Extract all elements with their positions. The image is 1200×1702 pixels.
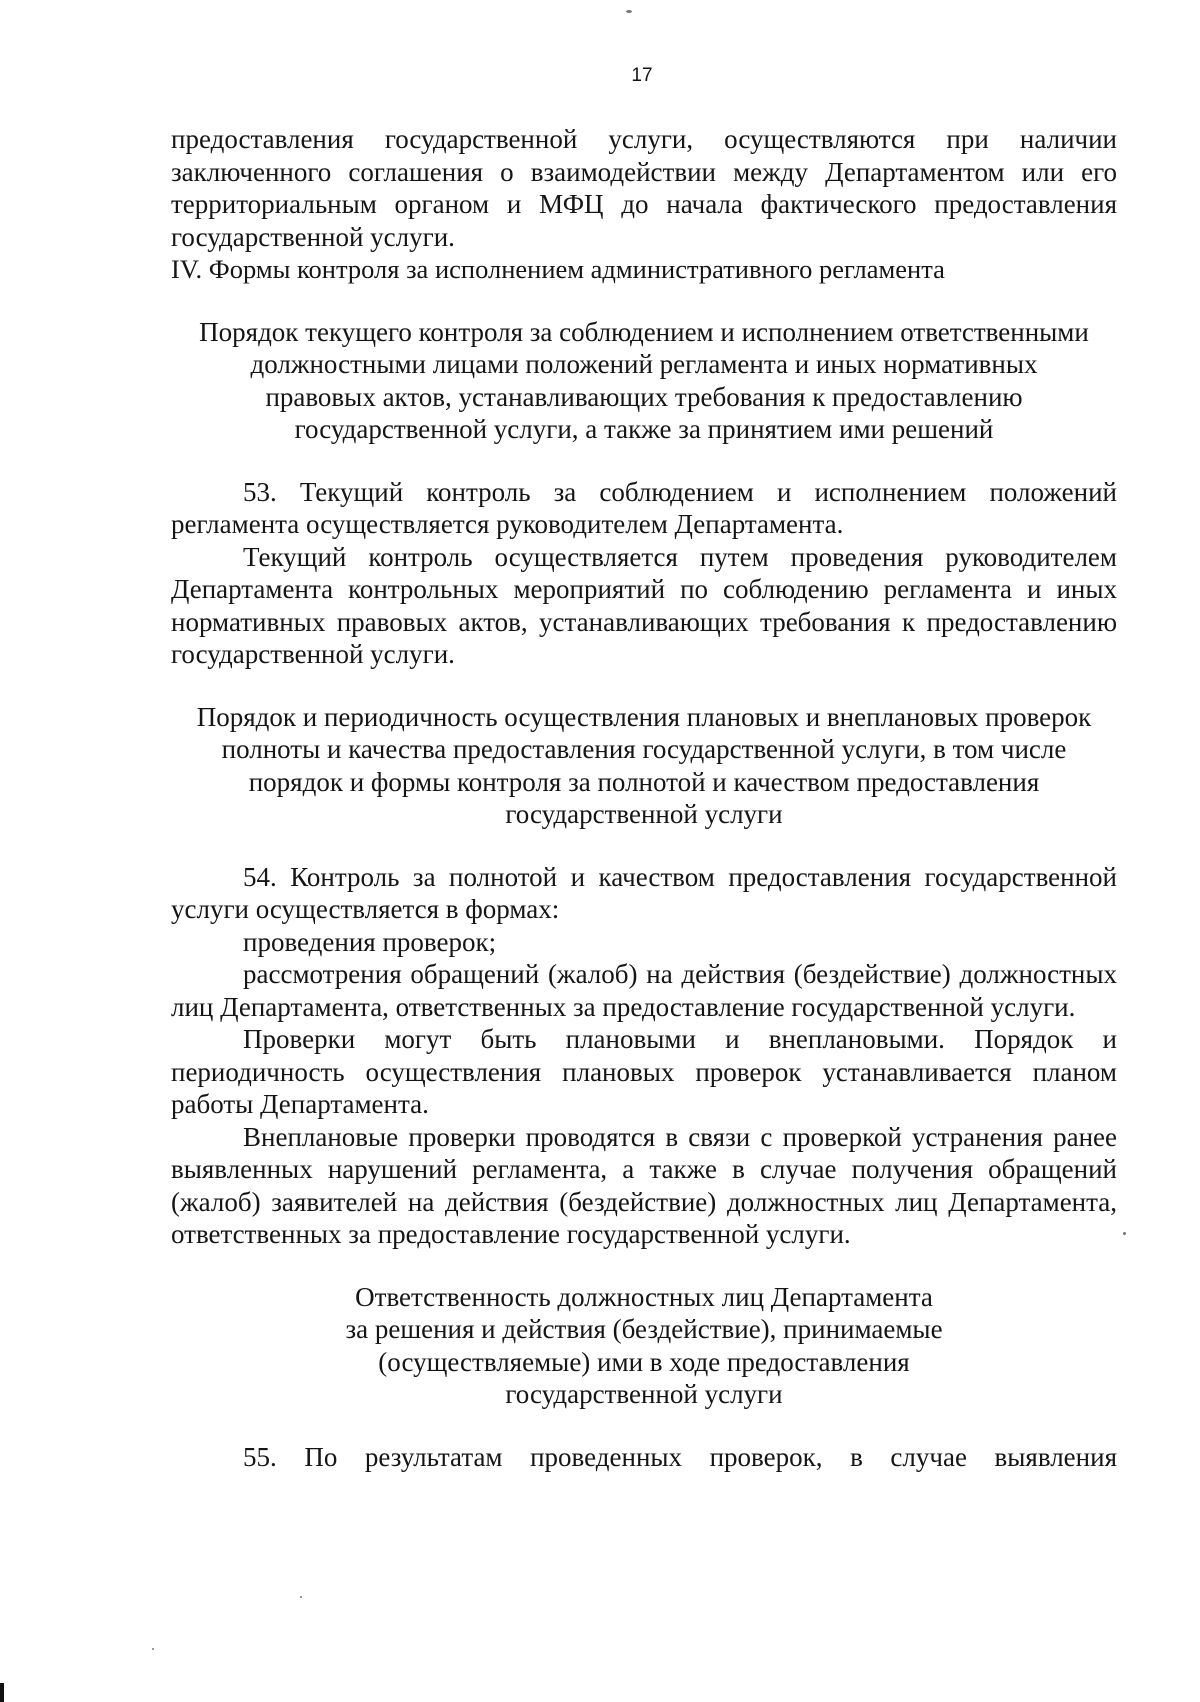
scan-speck bbox=[1123, 1232, 1126, 1235]
heading-line: государственной услуги bbox=[505, 799, 783, 829]
scan-speck bbox=[626, 10, 632, 13]
heading-line: полноты и качества предоставления государственной услуги, в том числе bbox=[221, 734, 1067, 764]
heading-line: правовых актов, устанавливающих требования к предоставлению bbox=[265, 381, 1023, 412]
paragraph-53-continued: Текущий контроль осуществляется путем проведения руководителем Департамента контрольных мероприятий по соблюдению регламента и иных нормативных правовых актов, устанавливающих требования к предоставлению государственной услуги. bbox=[171, 541, 1117, 669]
heading-line: должностными лицами положений регламента и иных нормативных bbox=[250, 349, 1038, 379]
paragraph-54: 54. Контроль за полнотой и качеством предоставления государственной услуги осуществляется в формах: bbox=[171, 861, 1117, 924]
paragraph-54-planned: Проверки могут быть плановыми и внеплановыми. Порядок и периодичность осуществления плановых проверок устанавливается планом работы Департамента. bbox=[171, 1024, 1117, 1119]
section-title: IV. Формы контроля за исполнением административного регламента bbox=[171, 254, 945, 284]
intro-line: заключенного соглашения о взаимодействии между Департаментом или его bbox=[171, 156, 1117, 187]
page-number: 17 bbox=[631, 65, 653, 86]
paragraph-54-unplanned: Внеплановые проверки проводятся в связи с проверкой устранения ранее выявленных нарушений регламента, а также в случае получения обращений (жалоб) заявителей на действия (бездействие) должностных лиц Департамента, ответственных за предоставление государственной услуги. bbox=[171, 1121, 1117, 1249]
paragraph-53: 53. Текущий контроль за соблюдением и исполнением положений регламента осуществляется руководителем Департамента. bbox=[171, 476, 1117, 539]
scan-speck bbox=[152, 1648, 154, 1650]
paragraph-54-item-inspections: проведения проверок; bbox=[243, 926, 497, 957]
scan-speck bbox=[300, 1596, 302, 1598]
intro-line: предоставления государственной услуги, осуществляются при наличии bbox=[171, 124, 1117, 154]
heading-line: за решения и действия (бездействие), принимаемые bbox=[345, 1314, 943, 1344]
document-body bbox=[171, 123, 1117, 1473]
paragraph-54-item-complaints: рассмотрения обращений (жалоб) на действия (бездействие) должностных лиц Департамента, ответственных за предоставление государственной услуги. bbox=[171, 959, 1117, 1022]
intro-paragraph bbox=[171, 123, 1117, 253]
paragraph-55: 55. По результатам проведенных проверок, в случае выявления bbox=[243, 1441, 1117, 1472]
scan-edge-mark bbox=[0, 1683, 4, 1702]
heading-line: Порядок текущего контроля за соблюдением и исполнением ответственными bbox=[199, 316, 1089, 347]
subsection-heading-current-control bbox=[171, 316, 1117, 446]
intro-line: территориальным органом и МФЦ до начала фактического предоставления bbox=[171, 189, 1117, 219]
heading-line: (осуществляемые) ими в ходе предоставления bbox=[378, 1346, 910, 1377]
heading-line: государственной услуги bbox=[505, 1379, 783, 1409]
heading-line: порядок и формы контроля за полнотой и качеством предоставления bbox=[248, 766, 1040, 797]
subsection-heading-responsibility bbox=[171, 1281, 1117, 1411]
subsection-heading-inspections bbox=[171, 701, 1117, 831]
heading-line: Ответственность должностных лиц Департамента bbox=[355, 1281, 933, 1312]
heading-line: Порядок и периодичность осуществления плановых и внеплановых проверок bbox=[196, 701, 1092, 732]
heading-line: государственной услуги, а также за принятием ими решений bbox=[294, 414, 994, 444]
intro-line: государственной услуги. bbox=[171, 221, 455, 252]
